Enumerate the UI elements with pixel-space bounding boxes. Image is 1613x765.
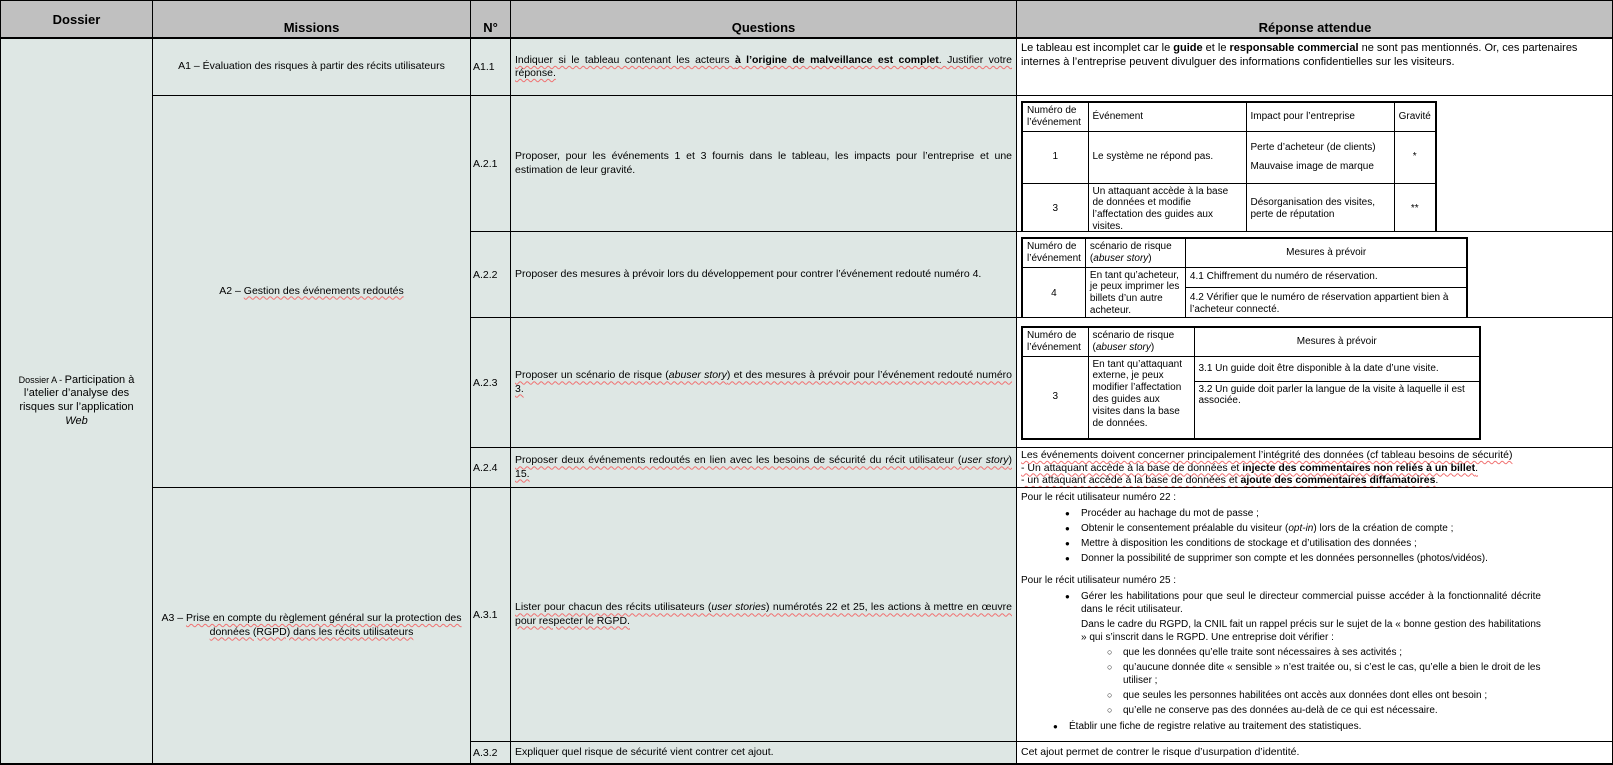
row-a24-number [471,448,511,488]
answer-intro-25: Pour le récit utilisateur numéro 25 : [1021,575,1177,586]
gravity-table-row [1022,183,1436,232]
list-item-text: Procéder au hachage du mot de passe ; [1081,508,1259,519]
question-number: A.2.1 [473,157,498,170]
list-item-text: Obtenir le consentement préalable du visiteur (opt-in) lors de la création de compte ; [1081,523,1454,534]
list-item [1065,537,1609,550]
list-item-text: Donner la possibilité de supprimer son compte et les données personnelles (photos/vidéos). [1081,553,1488,564]
dossier-label [7,374,146,429]
event-text: Le système ne répond pas. [1088,131,1246,183]
row-a32-number [471,742,511,764]
row-a22-number [471,232,511,318]
list-item-text [1081,590,1541,644]
question-text: Proposer un scénario de risque (abuser story) et des mesures à prévoir pour l’événement redouté numéro 3. [515,369,1012,395]
col-header-questions-label: Questions [731,20,796,35]
answer-intro-22: Pour le récit utilisateur numéro 22 : [1021,492,1177,503]
question-number: A.3.1 [473,608,498,621]
event-text: Un attaquant accède à la base de données et modifie l’affectation des guides aux visites. [1088,183,1246,232]
gravity-value: ** [1394,183,1436,232]
question-text: Proposer deux événements redoutés en lien avec les besoins de sécurité du récit utilisateur (user story) 15. [515,454,1012,480]
circle-bullet-icon: ○ [1107,705,1113,715]
sub-list-item-text: que seules les personnes habilitées ont accès aux données dont elles ont besoin ; [1123,690,1488,701]
measures-header-num: Numéro de l’événement [1022,327,1088,356]
circle-bullet-icon: ○ [1107,647,1113,657]
list-item [1065,590,1609,644]
measures-header-num: Numéro de l’événement [1022,238,1085,267]
col-header-numero-label: N° [483,20,498,35]
list-item-text: Établir une fiche de registre relative au traitement des statistiques. [1069,721,1362,732]
bullet-icon: ● [1065,592,1070,601]
sub-list-item-text: qu’aucune donnée dite « sensible » n’est traitée ou, si c’est le cas, qu’elle a bien le droit de les utiliser ; [1123,662,1541,686]
sub-list-item [1107,689,1609,702]
row-a31-question [511,488,1017,742]
measures-header-scenario: scénario de risque (abuser story) [1085,238,1185,267]
circle-bullet-icon: ○ [1107,662,1113,672]
col-header-questions [511,1,1017,39]
sub-list-item-text: que les données qu’elle traite sont nécessaires à ses activités ; [1123,647,1403,658]
impact-line: Mauvaise image de marque [1250,160,1374,172]
mission-a3-cell [153,488,471,764]
event-number: 4 [1022,267,1085,318]
habilitations-text: Gérer les habilitations pour que seul le directeur commercial puisse accéder à la fonctionnalité décrite dans le récit utilisateur. [1081,591,1541,615]
scenario-text: En tant qu’acheteur, je peux imprimer les billets d’un autre acheteur. [1085,267,1185,318]
gravity-table-header-num: Numéro de l’événement [1022,102,1088,131]
cnil-text: Dans le cadre du RGPD, la CNIL fait un rappel précis sur le sujet de la « bonne gestion des habilitations » qui s’inscrit dans le RGPD. Une entreprise doit vérifier : [1081,619,1541,643]
question-number: A.2.4 [473,461,498,474]
row-a32-answer [1017,742,1613,764]
measures-table-event3 [1021,326,1481,440]
row-a22-question [511,232,1017,318]
row-a23-number [471,318,511,448]
question-text: Proposer des mesures à prévoir lors du développement pour contrer l’événement redouté numéro 4. [515,267,982,280]
mission-a2-label: A2 – Gestion des événements redoutés [219,284,404,297]
row-a11-question [511,39,1017,96]
sub-list-item-text: qu’elle ne conserve pas des données au-delà de ce qui est nécessaire. [1123,705,1438,716]
row-a23-question [511,318,1017,448]
question-number: A.2.3 [473,376,498,389]
col-header-reponse-label: Réponse attendue [1258,20,1372,35]
row-a11-answer [1017,39,1613,96]
measures-header-scenario: scénario de risque (abuser story) [1088,327,1194,356]
col-header-reponse [1017,1,1613,39]
row-a21-question [511,96,1017,232]
answer-text: Cet ajout permet de contrer le risque d’usurpation d’identité. [1021,746,1300,758]
col-header-numero [471,1,511,39]
col-header-missions [153,1,471,39]
row-a11-number [471,39,511,96]
dossier-title: Participation à l’atelier d’analyse des risques sur l’application [19,373,135,413]
question-number: A.2.2 [473,268,498,281]
impact-cell: Désorganisation des visites, perte de réputation [1246,183,1394,232]
bullet-icon: ● [1065,539,1070,548]
col-header-dossier-label: Dossier [52,11,101,27]
mission-a3-label: A3 – Prise en compte du règlement général sur la protection des données (RGPD) dans les récits utilisateurs [161,611,462,638]
sub-list-item [1107,661,1609,687]
list-item [1065,507,1609,520]
list-item [1065,552,1609,565]
row-a21-answer [1017,96,1613,232]
list-item-text: Mettre à disposition les conditions de stockage et d’utilisation des données ; [1081,538,1417,549]
bullet-icon: ● [1065,554,1070,563]
question-text: Expliquer quel risque de sécurité vient contrer cet ajout. [515,745,774,758]
scenario-text: En tant qu’attaquant externe, je peux modifier l’affectation des guides aux visites dans la base de données. [1088,356,1194,439]
measure-text: 4.1 Chiffrement du numéro de réservation. [1185,267,1467,287]
measures-table-event4 [1021,237,1468,318]
gravity-table [1021,101,1437,232]
circle-bullet-icon: ○ [1107,690,1113,700]
question-text: Proposer, pour les événements 1 et 3 fournis dans le tableau, les impacts pour l’entreprise et une estimation de leur gravité. [515,150,1012,176]
gravity-table-row [1022,131,1436,183]
mission-a1-cell [153,39,471,96]
row-a23-answer [1017,318,1613,448]
row-a24-answer [1017,448,1613,488]
measures-header-measures: Mesures à prévoir [1185,238,1467,267]
measures-header-measures: Mesures à prévoir [1194,327,1480,356]
measures-table-row [1022,356,1480,381]
bullet-icon: ● [1053,722,1058,731]
list-item [1053,720,1609,733]
gravity-table-header-event: Événement [1088,102,1246,131]
measure-text: 3.2 Un guide doit parler la langue de la visite à laquelle il est associée. [1194,381,1480,439]
dossier-cell [1,39,153,764]
row-a31-answer [1017,488,1613,742]
sub-list-item [1107,704,1609,717]
impact-line: Perte d’acheteur (de clients) [1250,141,1376,153]
answer-line: - Un attaquant accède à la base de données et injecte des commentaires non reliés à un billet. [1021,461,1478,474]
row-a22-answer [1017,232,1613,318]
measures-table-header-row [1022,327,1480,356]
mission-a1-label: A1 – Évaluation des risques à partir des récits utilisateurs [178,60,445,73]
sub-list-item [1107,646,1609,659]
row-a21-number [471,96,511,232]
gravity-value: * [1394,131,1436,183]
measure-text: 3.1 Un guide doit être disponible à la date d’une visite. [1194,356,1480,381]
question-text: Indiquer si le tableau contenant les acteurs à l’origine de malveillance est complet. Justifier votre réponse. [515,53,1013,79]
measure-text: 4.2 Vérifier que le numéro de réservation appartient bien à l’acheteur connecté. [1185,287,1467,318]
bullet-icon: ● [1065,524,1070,533]
col-header-dossier [1,1,153,39]
dossier-prefix: Dossier A - [18,374,65,385]
question-number: A1.1 [473,61,495,73]
measures-table-row [1022,267,1467,287]
col-header-missions-label: Missions [283,20,340,35]
answer-line: - un attaquant accède à la base de données et ajoute des commentaires diffamatoires. [1021,474,1439,487]
row-a24-question [511,448,1017,488]
event-number: 1 [1022,131,1088,183]
question-number: A.3.2 [473,746,498,759]
answer-text: Le tableau est incomplet car le guide et le responsable commercial ne sont pas mentionnés. Or, ces partenaires internes à l’entreprise peuvent divulguer des informations confidentielles sur les visiteurs. [1021,42,1578,69]
bullet-icon: ● [1065,509,1070,518]
dossier-title-italic: Web [65,414,88,427]
gravity-table-header-impact: Impact pour l’entreprise [1246,102,1394,131]
event-number: 3 [1022,356,1088,439]
answer-line: Les événements doivent concerner principalement l’intégrité des données (cf tableau besoins de sécurité) [1021,449,1513,461]
measures-table-header-row [1022,238,1467,267]
list-item [1065,522,1609,535]
mission-a2-cell [153,96,471,488]
row-a31-number [471,488,511,742]
gravity-table-header-row [1022,102,1436,131]
question-text: Lister pour chacun des récits utilisateurs (user stories) numérotés 22 et 25, les actions à mettre en œuvre pour respecter le RGPD. [515,601,1012,627]
gravity-table-header-gravity: Gravité [1394,102,1436,131]
row-a32-question [511,742,1017,764]
event-number: 3 [1022,183,1088,232]
impact-cell [1246,131,1394,183]
